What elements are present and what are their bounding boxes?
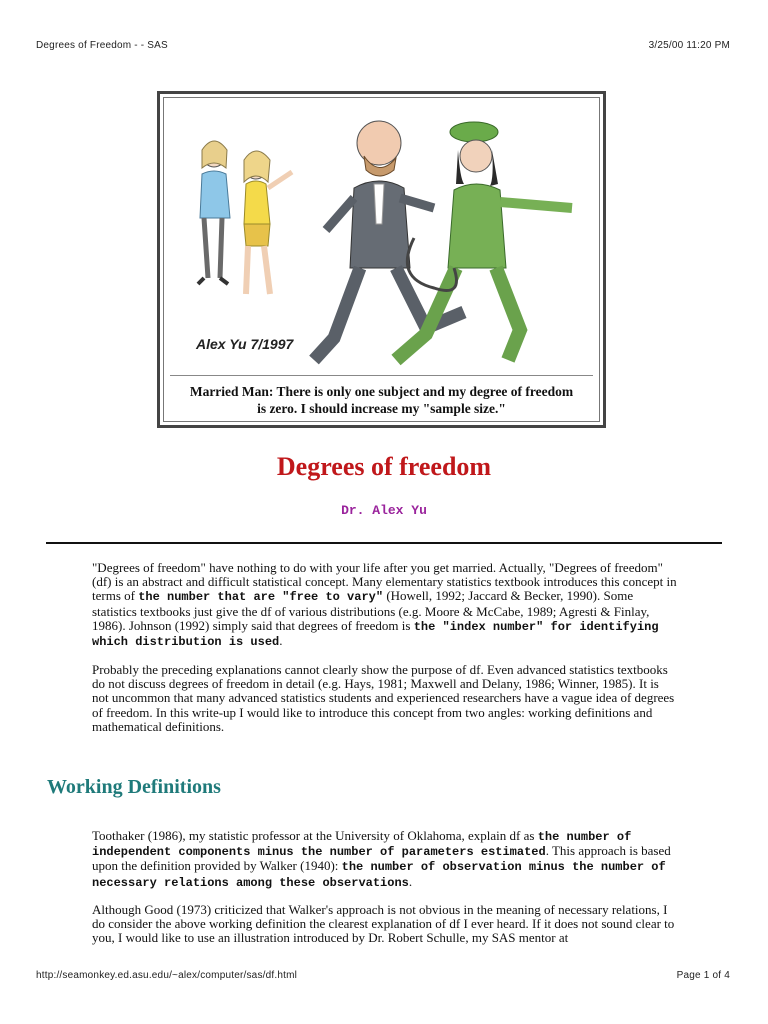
p1-bold-2: the "index number" for identifying which distribution is used	[92, 619, 659, 650]
caption-line-1: Married Man: There is only one subject and my degree of freedom	[189, 384, 574, 399]
header-timestamp: 3/25/00 11:20 PM	[648, 40, 730, 51]
p1-text-2: (Howell, 1992; Jaccard & Becker, 1990). Some statistics textbooks just give the df of various distributions (e.g. Moore & McCabe, 1989; Agresti & Finlay, 1986). Johnson (1992) simply said that degrees of freedom is	[92, 588, 650, 633]
p3-text-2: . This approach is based upon the definition provided by Walker (1940):	[92, 843, 671, 874]
cartoon-panel	[163, 97, 600, 422]
footer-page-number: Page 1 of 4	[676, 970, 730, 981]
divider	[46, 542, 722, 544]
cartoon-illustration-icon	[164, 98, 600, 422]
p3-text-3: .	[408, 873, 413, 889]
p3-text-1: Toothaker (1986), my statistic professor at the University of Oklahoma, explain df as	[92, 828, 538, 843]
p3-bold-2: the number of observation minus the number of necessary relations among these observations	[92, 860, 666, 890]
header-page-title: Degrees of Freedom - - SAS	[36, 40, 168, 51]
intro-paragraph-1	[92, 561, 677, 649]
working-paragraph-1	[92, 829, 677, 890]
intro-paragraph-2: Probably the preceding explanations cannot clearly show the purpose of df. Even advanced statistics textbooks do not discuss degrees of freedom in detail (e.g. Hays, 1981; Maxwell and Delany, 1986; Winner, 1985). It is not uncommon that many advanced statistics students and experienced researchers have a vague idea of degrees of freedom. In this write-up I would like to introduce this concept from two angles: working definitions and mathematical definitions.	[92, 662, 675, 734]
p1-text-3: .	[279, 633, 283, 649]
author-name: Dr. Alex Yu	[341, 503, 427, 518]
cartoon-caption	[170, 375, 593, 422]
cartoon-signature: Alex Yu 7/1997	[196, 336, 294, 352]
footer-url: http://seamonkey.ed.asu.edu/~alex/computer/sas/df.html	[36, 970, 298, 981]
p1-text-1: "Degrees of freedom" have nothing to do with your life after you get married. Actually, "Degrees of freedom" (df) is an abstract and difficult statistical concept. Many elementary statistics textbook introduces this concept in terms of	[92, 560, 677, 604]
p1-bold-1: the number that are "free to vary"	[138, 590, 384, 605]
working-paragraph-2: Although Good (1973) criticized that Walker's approach is not obvious in the meaning of necessary relations, I do consider the above working definition the clearest explanation of df I ever heard. If it does not sound clear to you, I would like to use an illustration introduced by Dr. Robert Schulle, my SAS mentor at	[92, 902, 675, 946]
print-header	[36, 40, 730, 51]
caption-line-2: is zero. I should increase my "sample size."	[257, 401, 506, 416]
page-title: Degrees of freedom	[276, 452, 492, 481]
cartoon-frame	[157, 91, 606, 428]
section-heading-working-definitions: Working Definitions	[47, 776, 221, 798]
p3-bold-1: the number of independent components minus the number of parameters estimated	[92, 830, 632, 860]
print-footer	[36, 970, 730, 981]
